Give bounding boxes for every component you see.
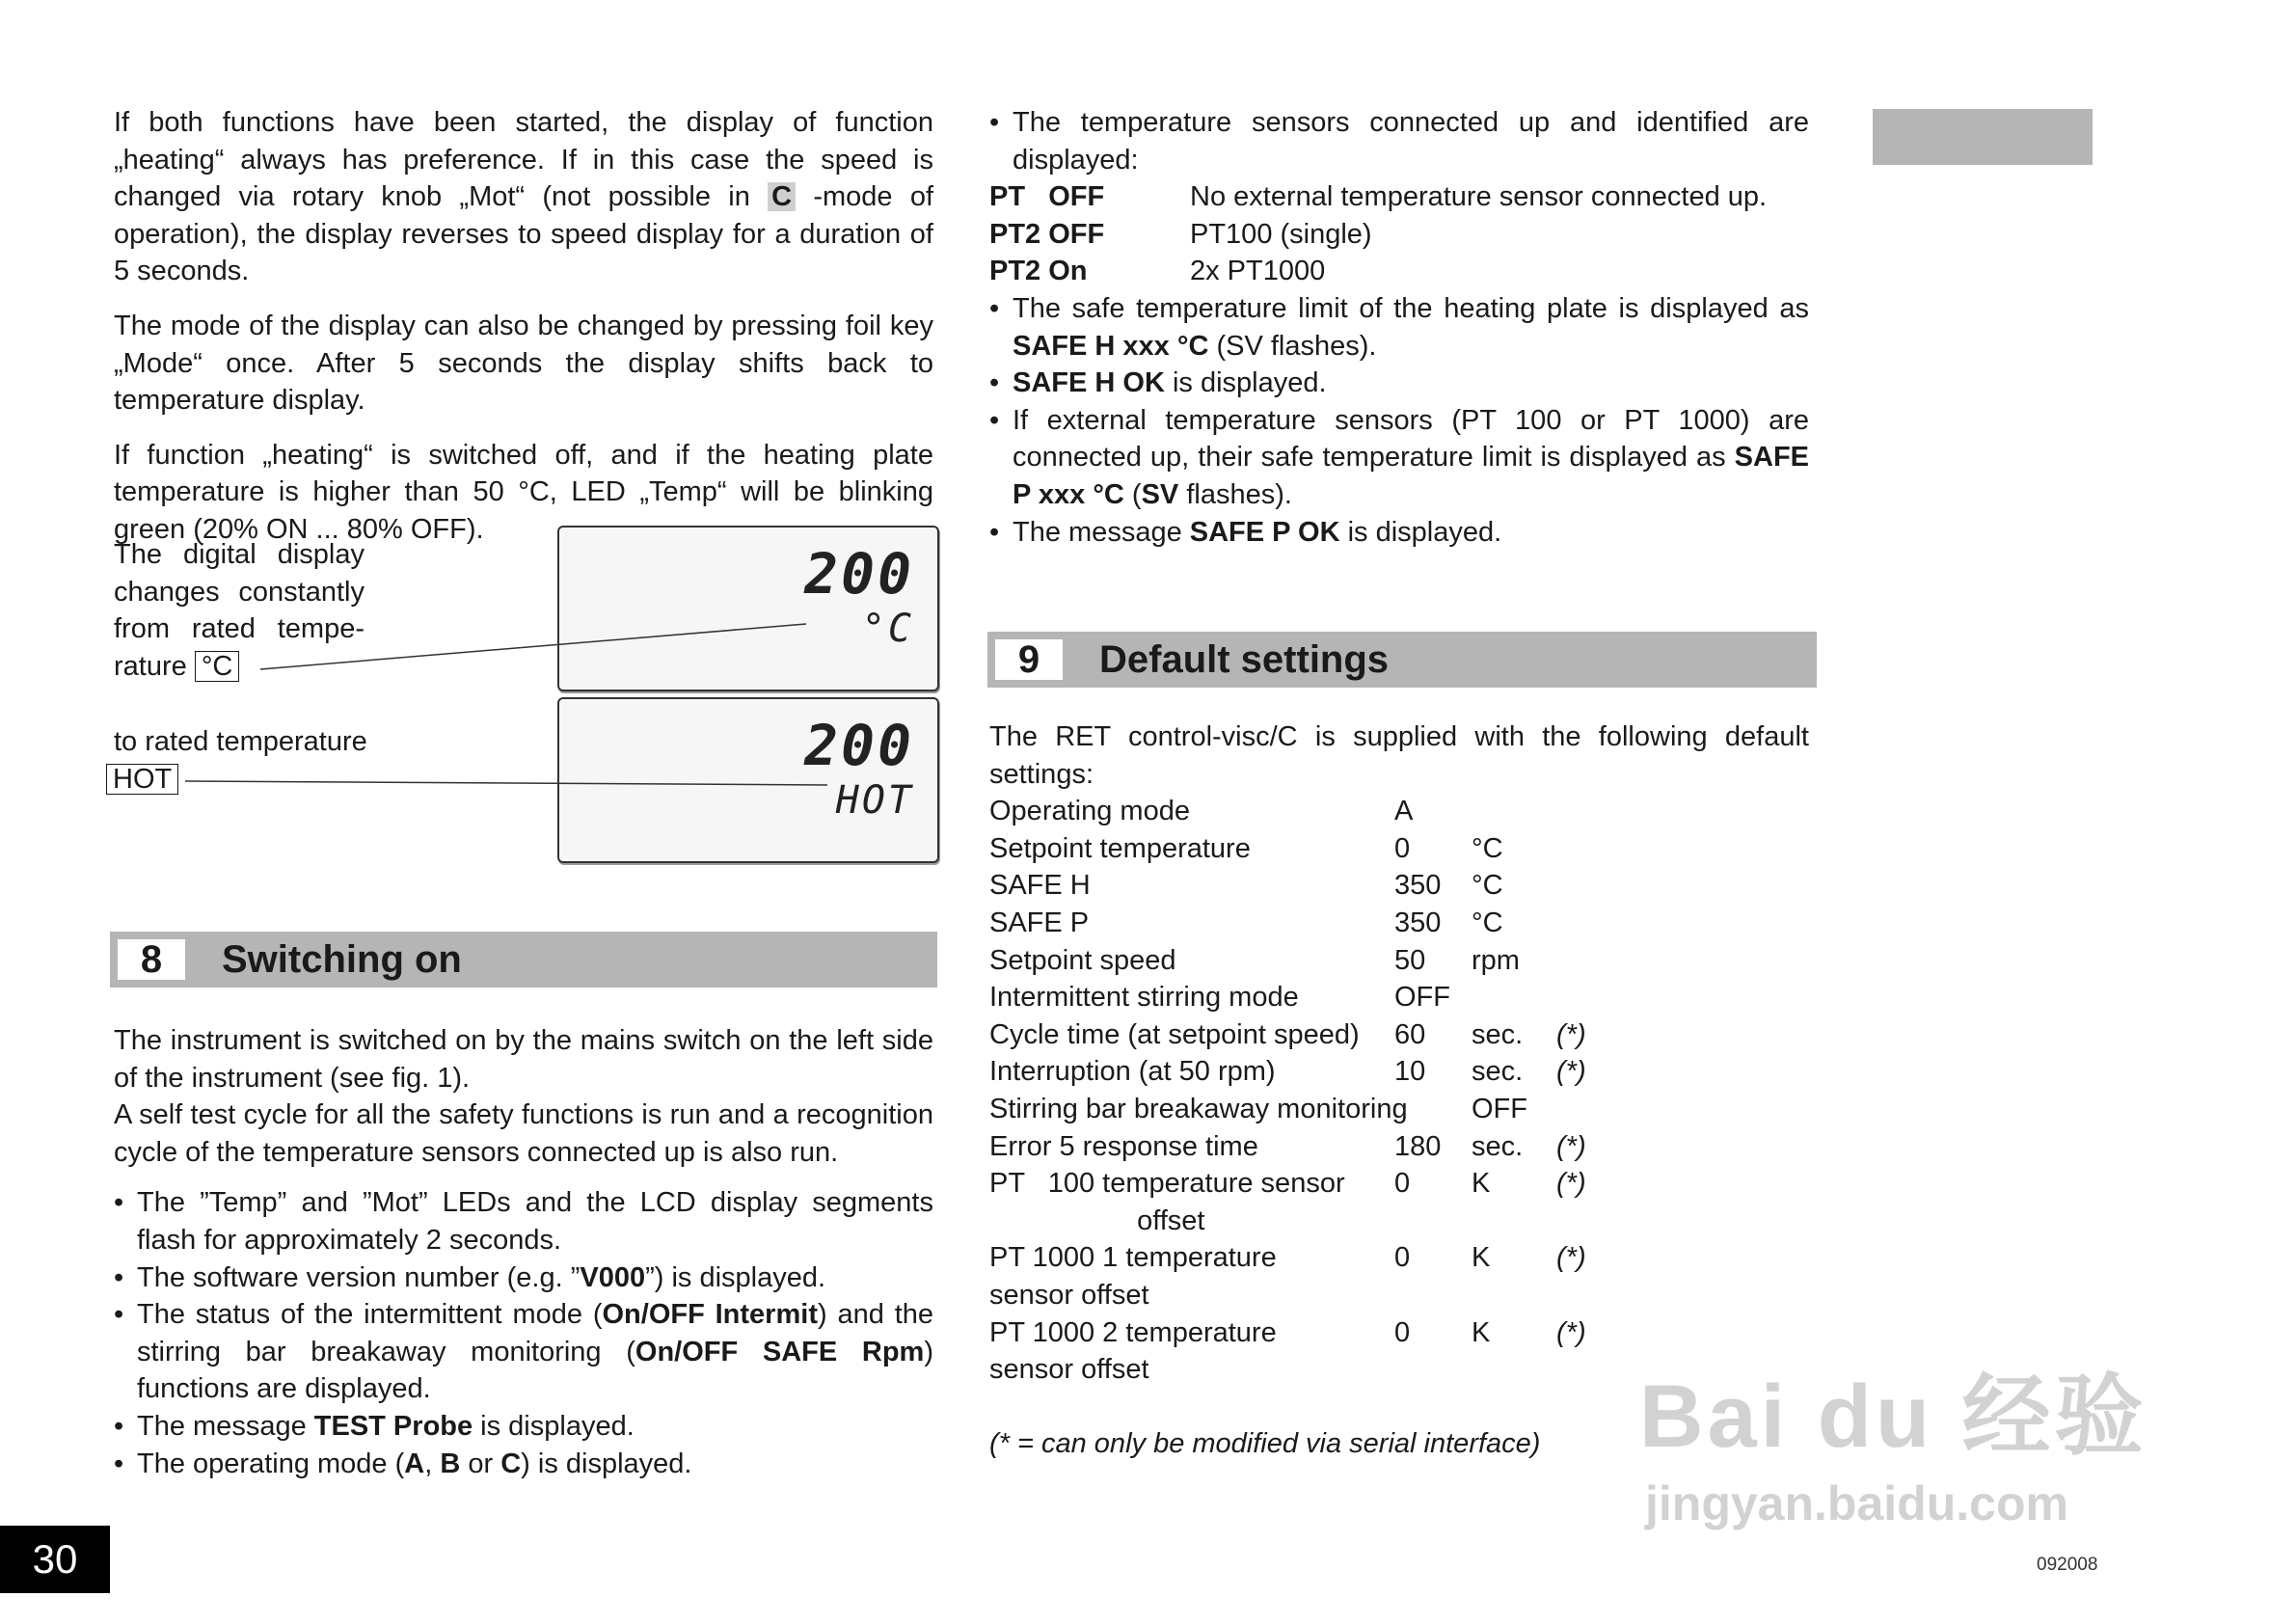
paragraph-mode-key: The mode of the display can also be changed by pressing foil key „Mode“ once. After 5 seconds the display shifts back to temperature display. xyxy=(114,310,933,417)
table-row: Setpoint speed 50 rpm xyxy=(989,944,1520,976)
table-row: Error 5 response time 180 sec. (*) xyxy=(989,1130,1586,1162)
sensor-row: PT2 On 2x PT1000 xyxy=(989,256,1326,287)
section-number: 8 xyxy=(118,939,185,980)
table-row: SAFE H 350 °C xyxy=(989,870,1503,902)
default-settings-table xyxy=(989,793,1809,1389)
watermark-url: jingyan.baidu.com xyxy=(1645,1476,2068,1530)
paragraph-display-preference: If both functions have been started, the display of function „heating“ always has preference. If in this case the speed is changed via rotary knob „Mot“ (not possible in C -mode of operation), the display reverses to speed display for a duration of 5 seconds. xyxy=(114,107,934,287)
paragraph-heating-off: If function „heating“ is switched off, and if the heating plate temperature is higher than 50 °C, LED „Temp“ will be blinking green (20% ON ... 80% OFF). xyxy=(114,439,933,545)
lcd-value: 200 xyxy=(804,713,914,778)
table-row: offset xyxy=(989,1204,1205,1236)
page-number: 30 xyxy=(0,1526,110,1593)
table-row: PT 100 temperature sensor 0 K (*) xyxy=(989,1168,1586,1200)
section-title: Default settings xyxy=(1099,637,1390,681)
table-row: SAFE P 350 °C xyxy=(989,907,1503,938)
table-row: Operating mode A xyxy=(989,796,1414,827)
display-caption-2: to rated temperature HOT xyxy=(114,723,432,798)
table-row: PT 1000 1 temperature 0 K (*) xyxy=(989,1242,1586,1274)
list-item: • The status of the intermittent mode (On/OFF Intermit) and the stirring bar breakaway monitoring (On/OFF SAFE Rpm) functions are displayed. xyxy=(114,1296,933,1408)
section-9-header xyxy=(987,632,1817,688)
list-item: • The message SAFE P OK is displayed. xyxy=(989,514,1809,552)
lcd-unit: °C xyxy=(861,607,914,651)
watermark-logo: Bai du 经验 xyxy=(1639,1367,2147,1466)
lcd-value: 200 xyxy=(804,541,914,607)
side-tab-marker xyxy=(1873,109,2093,165)
lcd-status: HOT xyxy=(835,778,914,823)
section-8-body xyxy=(114,1022,933,1482)
sensor-bullet-list xyxy=(989,104,1809,178)
list-item: • The ”Temp” and ”Mot” LEDs and the LCD display segments flash for approximately 2 seconds. xyxy=(114,1184,933,1259)
table-row: Cycle time (at setpoint speed) 60 sec. (*) xyxy=(989,1018,1586,1050)
table-row: Interruption (at 50 rpm) 10 sec. (*) xyxy=(989,1056,1586,1088)
sensor-row: PT2 OFF PT100 (single) xyxy=(989,218,1372,250)
safe-limit-bullet-list xyxy=(989,290,1809,551)
table-row: Setpoint temperature 0 °C xyxy=(989,832,1503,864)
list-item: • The message TEST Probe is displayed. xyxy=(114,1408,933,1446)
document-code: 092008 xyxy=(2037,1555,2098,1575)
section-number: 9 xyxy=(995,639,1063,680)
startup-bullet-list xyxy=(114,1184,933,1482)
list-item: • The temperature sensors connected up and identified are displayed: xyxy=(989,104,1809,178)
section-title: Switching on xyxy=(222,937,462,981)
section-8-header xyxy=(110,932,937,988)
paragraph-self-test: A self test cycle for all the safety functions is run and a recognition cycle of the temperature sensors connected up is also run. xyxy=(114,1099,933,1168)
footnote: (* = can only be modified via serial interface) xyxy=(989,1427,1541,1459)
celsius-key-label: °C xyxy=(195,651,240,682)
display-caption-1: The digital display changes constantly from rated tempe-rature °C xyxy=(114,539,365,682)
list-item: • SAFE H OK is displayed. xyxy=(989,365,1809,402)
table-row: sensor offset xyxy=(989,1354,1149,1386)
table-row: Intermittent stirring mode OFF xyxy=(989,982,1450,1014)
mode-c-key: C xyxy=(768,182,796,211)
sensor-table xyxy=(989,178,1809,290)
list-item: • The operating mode (A, B or C) is displayed. xyxy=(114,1446,933,1483)
right-sensor-text xyxy=(989,104,1809,551)
list-item: • If external temperature sensors (PT 100 or PT 1000) are connected up, their safe temperature limit is displayed as SAFE P xxx °C (SV flashes). xyxy=(989,402,1809,514)
paragraph-defaults-intro: The RET control-visc/C is supplied with the following default settings: xyxy=(989,721,1809,790)
table-row: Stirring bar breakaway monitoring OFF xyxy=(989,1093,1527,1124)
sensor-row: PT OFF No external temperature sensor connected up. xyxy=(989,181,1768,213)
list-item: • The software version number (e.g. ”V000”) is displayed. xyxy=(114,1259,933,1297)
hot-key-label: HOT xyxy=(106,764,178,795)
table-row: PT 1000 2 temperature 0 K (*) xyxy=(989,1316,1586,1348)
list-item: • The safe temperature limit of the heating plate is displayed as SAFE H xxx °C (SV flashes). xyxy=(989,290,1809,365)
table-row: sensor offset xyxy=(989,1279,1149,1311)
paragraph-mains-switch: The instrument is switched on by the mains switch on the left side of the instrument (see fig. 1). xyxy=(114,1025,933,1094)
